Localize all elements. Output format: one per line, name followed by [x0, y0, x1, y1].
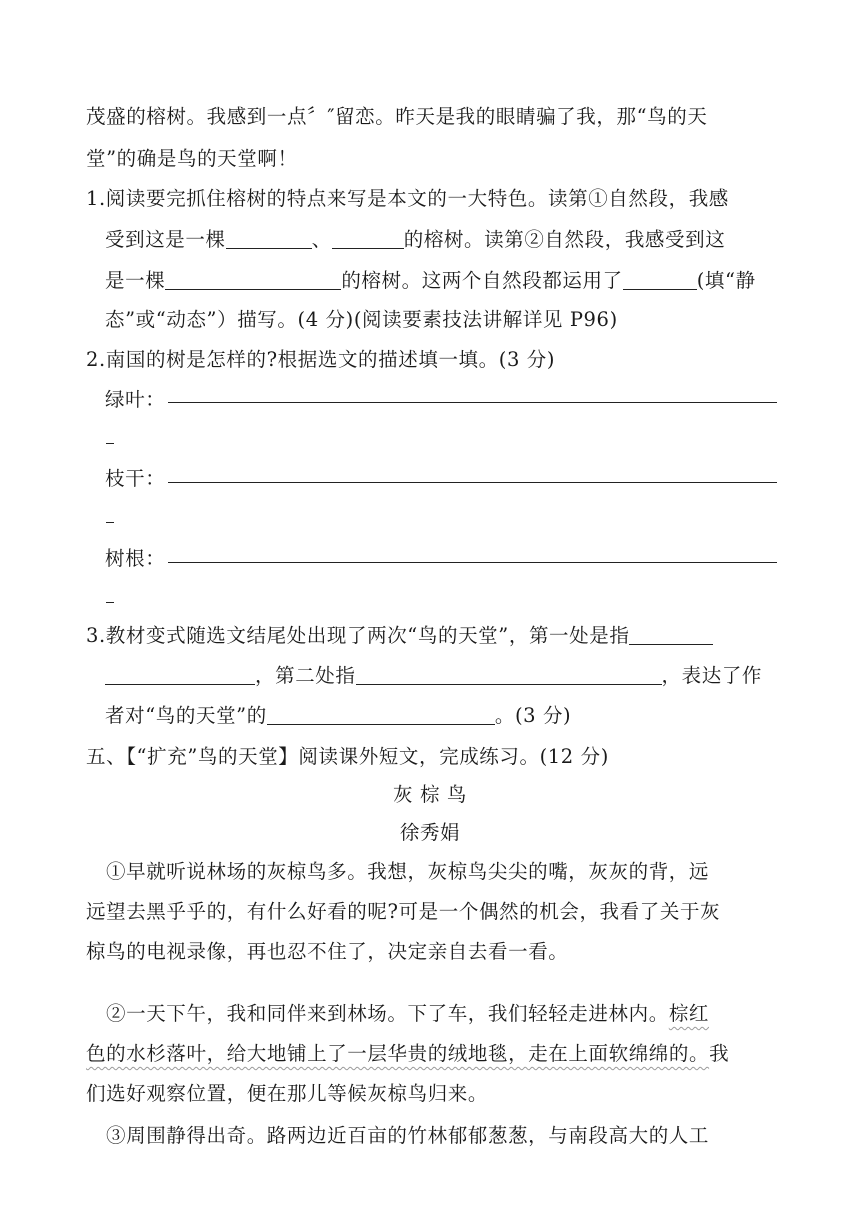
- answer-blank[interactable]: [332, 228, 404, 249]
- paragraph-text: ②一天下午，我和同伴来到林场。下了车，我们轻轻走进林内。: [106, 1002, 669, 1025]
- line-overflow-mark: [106, 443, 114, 444]
- underlined-sentence: 色的水杉落叶，给大地铺上了一层华贵的绒地毯，走在上面软绵绵的。: [86, 1042, 710, 1065]
- question-text: ，第二处指: [255, 664, 356, 687]
- green-leaf-label: 绿叶：: [105, 388, 166, 411]
- question-text: 。(3 分): [494, 704, 572, 727]
- question-text: 的榕树。读第②自然段，我感受到这: [403, 228, 726, 251]
- question-text: 3.教材变式随选文结尾处出现了两次“鸟的天堂”，第一处是指: [86, 624, 630, 647]
- question-1-line: [105, 267, 756, 295]
- line-overflow-mark: [106, 522, 114, 523]
- passage-line: 堂”的确是鸟的天堂啊！: [86, 147, 298, 170]
- paragraph-1-line: ①早就听说林场的灰椋鸟多。我想，灰椋鸟尖尖的嘴，灰灰的背，远: [106, 860, 710, 883]
- question-text: (填“静: [696, 269, 756, 292]
- question-3-line: [105, 662, 762, 690]
- question-text: 受到这是一棵: [105, 228, 226, 251]
- answer-line-leaf[interactable]: [168, 402, 777, 403]
- answer-blank[interactable]: [165, 269, 341, 290]
- question-2-text: 2.南国的树是怎样的?根据选文的描述填一填。(3 分): [86, 348, 556, 371]
- paragraph-2-line: [106, 1000, 709, 1028]
- reading-title: 灰 棕 鸟: [393, 783, 467, 806]
- paragraph-2-line: [86, 1040, 729, 1068]
- root-label: 树根：: [105, 547, 166, 570]
- question-text: 是一棵: [105, 269, 166, 292]
- answer-blank[interactable]: [623, 269, 697, 290]
- paragraph-text: 我: [709, 1042, 730, 1065]
- underlined-sentence: 棕红: [668, 1002, 710, 1025]
- answer-blank[interactable]: [226, 228, 312, 249]
- question-3-line: [86, 622, 713, 650]
- question-text: 的榕树。这两个自然段都运用了: [341, 269, 623, 292]
- section-heading: 五、【“扩充”鸟的天堂】阅读课外短文，完成练习。(12 分): [86, 745, 609, 768]
- question-1-line: 态”或“动态”）描写。(4 分)(阅读要素技法讲解详见 P96): [105, 308, 618, 331]
- paragraph-1-line: 远望去黑乎乎的，有什么好看的呢?可是一个偶然的机会，我看了关于灰: [86, 900, 721, 923]
- question-text: 者对“鸟的天堂”的: [105, 704, 267, 727]
- paragraph-2-line: 们选好观察位置，便在那儿等候灰椋鸟归来。: [86, 1082, 489, 1105]
- question-text: 、: [311, 228, 332, 251]
- line-overflow-mark: [106, 602, 114, 603]
- paragraph-3-line: ③周围静得出奇。路两边近百亩的竹林郁郁葱葱，与南段高大的人工: [106, 1124, 710, 1147]
- question-1-text: 1.阅读要完抓住榕树的特点来写是本文的一大特色。读第①自然段，我感: [86, 187, 729, 210]
- answer-blank[interactable]: [267, 704, 495, 725]
- answer-blank[interactable]: [629, 624, 713, 645]
- question-1-line: [105, 226, 725, 254]
- paragraph-1-line: 椋鸟的电视录像，再也忍不住了，决定亲自去看一看。: [86, 940, 569, 963]
- branch-label: 枝干：: [105, 467, 166, 490]
- answer-line-branch[interactable]: [168, 482, 777, 483]
- question-text: ，表达了作: [661, 664, 763, 687]
- question-3-line: [105, 702, 571, 730]
- reading-author: 徐秀娟: [399, 821, 461, 844]
- passage-line: 茂盛的榕树。我感到一点〞″留恋。昨天是我的眼睛骗了我，那“鸟的天: [86, 105, 708, 128]
- answer-blank[interactable]: [356, 664, 662, 685]
- answer-line-root[interactable]: [168, 562, 777, 563]
- answer-blank[interactable]: [105, 664, 255, 685]
